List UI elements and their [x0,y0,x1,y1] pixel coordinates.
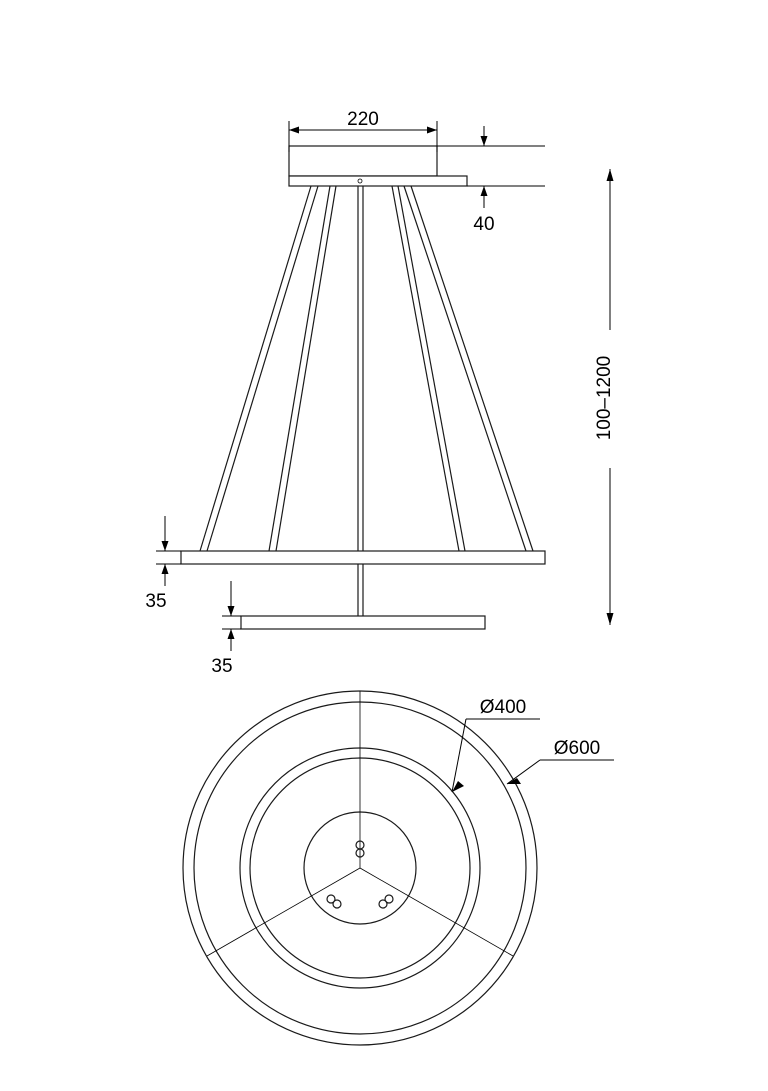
dimension-canopy-width-label: 220 [347,109,379,130]
dimension-outer-ring-diameter-label: Ø600 [553,738,601,759]
suspension-cable-left-inner [269,186,330,551]
suspension-cable-right-outer-b [411,186,533,551]
bottom-plan-view [183,691,614,1045]
dimension-inner-ring-diameter-label: Ø400 [479,697,527,718]
dimension-suspension-height-label: 100–1200 [594,355,615,441]
cable-anchor-left [327,895,341,908]
dimension-upper-ring-thickness [145,516,181,612]
cable-anchor-right [379,895,393,908]
suspension-cable-left-outer [200,186,311,551]
suspension-cable-right-outer [404,186,526,551]
dimension-suspension-height [594,169,615,625]
dimension-lower-ring-thickness [211,581,241,677]
inner-ring-profile [241,616,485,629]
suspension-cable-right-inner-b [398,186,465,551]
dimension-canopy-height-label: 40 [473,214,495,235]
dimension-inner-ring-diameter [452,697,540,792]
dimension-upper-ring-thickness-label: 35 [145,591,167,612]
front-elevation-view [145,109,615,677]
outer-ring-profile [181,551,545,564]
cable-line-left [207,868,360,956]
suspension-cable-right-inner [392,186,459,551]
cable-line-right [360,868,513,956]
suspension-cable-left-outer-b [207,186,318,551]
dimension-lower-ring-thickness-label: 35 [211,656,233,677]
suspension-cable-left-inner-b [276,186,336,551]
dimension-outer-ring-diameter [507,738,614,784]
canopy-plate [289,146,437,176]
canopy-base [289,176,467,186]
